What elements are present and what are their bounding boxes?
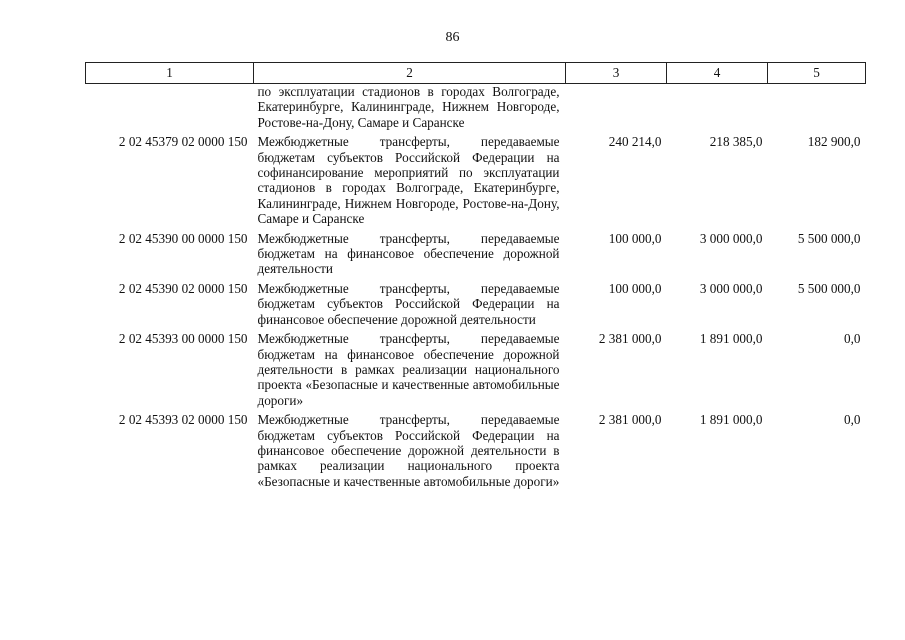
table-row: [86, 277, 866, 327]
row-value-col4: 3 000 000,0: [699, 280, 763, 296]
row-value-col3: [566, 84, 667, 131]
table-row: [86, 227, 866, 277]
row-value-col3: 2 381 000,0: [598, 331, 662, 347]
row-code: 2 02 45393 02 0000 150: [118, 412, 248, 428]
row-value-col5: 182 900,0: [807, 134, 861, 150]
row-description: Межбюджетные трансферты, передаваемые бюджетам на финансовое обеспечение дорожной деятельности в рамках реализации национального проекта «Безопасные и качественные автомобильные дороги»: [257, 331, 560, 408]
table-row: [86, 130, 866, 226]
row-value-col5: [768, 84, 866, 131]
row-value-col4: 1 891 000,0: [699, 412, 763, 428]
row-value-col4: [667, 84, 768, 131]
row-code: 2 02 45390 02 0000 150: [118, 280, 248, 296]
row-value-col4: 3 000 000,0: [699, 230, 763, 246]
row-value-col5: 5 500 000,0: [797, 230, 861, 246]
row-description: Межбюджетные трансферты, передаваемые бюджетам на финансовое обеспечение дорожной деятельности: [257, 230, 560, 277]
column-header-2: 2: [254, 63, 566, 84]
row-code: 2 02 45379 02 0000 150: [118, 134, 248, 150]
column-header-3: 3: [566, 63, 667, 84]
row-description: Межбюджетные трансферты, передаваемые бюджетам субъектов Российской Федерации на финансовое обеспечение дорожной деятельности: [257, 280, 560, 327]
row-value-col5: 0,0: [844, 331, 861, 347]
column-header-5: 5: [768, 63, 866, 84]
row-value-col5: 5 500 000,0: [797, 280, 861, 296]
row-code: [86, 84, 254, 131]
table-row: [86, 84, 866, 131]
column-header-1: 1: [86, 63, 254, 84]
budget-table: [85, 62, 866, 489]
row-value-col4: 1 891 000,0: [699, 331, 763, 347]
row-value-col3: 100 000,0: [608, 280, 662, 296]
row-description: Межбюджетные трансферты, передаваемые бюджетам субъектов Российской Федерации на финансовое обеспечение дорожной деятельности в рамках реализации национального проекта «Безопасные и качественные автомобильные дороги»: [257, 412, 560, 489]
table-row: [86, 408, 866, 489]
row-code: 2 02 45390 00 0000 150: [118, 230, 248, 246]
table-row: [86, 327, 866, 408]
row-description: Межбюджетные трансферты, передаваемые бюджетам субъектов Российской Федерации на софинансирование мероприятий по эксплуатации стадионов в городах Волгограде, Екатеринбурге, Калининграде, Нижнем Новгороде, Ростове-на-Дону, Самаре и Саранске: [257, 134, 560, 227]
row-value-col3: 240 214,0: [608, 134, 662, 150]
table-header-row: [86, 63, 866, 84]
row-value-col3: 100 000,0: [608, 230, 662, 246]
column-header-4: 4: [667, 63, 768, 84]
page-number: 86: [445, 30, 460, 45]
row-value-col4: 218 385,0: [709, 134, 763, 150]
row-description: по эксплуатации стадионов в городах Волгограде, Екатеринбурге, Калининграде, Нижнем Новгороде, Ростове-на-Дону, Самаре и Саранске: [257, 84, 560, 130]
row-value-col5: 0,0: [844, 412, 861, 428]
row-code: 2 02 45393 00 0000 150: [118, 331, 248, 347]
row-value-col3: 2 381 000,0: [598, 412, 662, 428]
